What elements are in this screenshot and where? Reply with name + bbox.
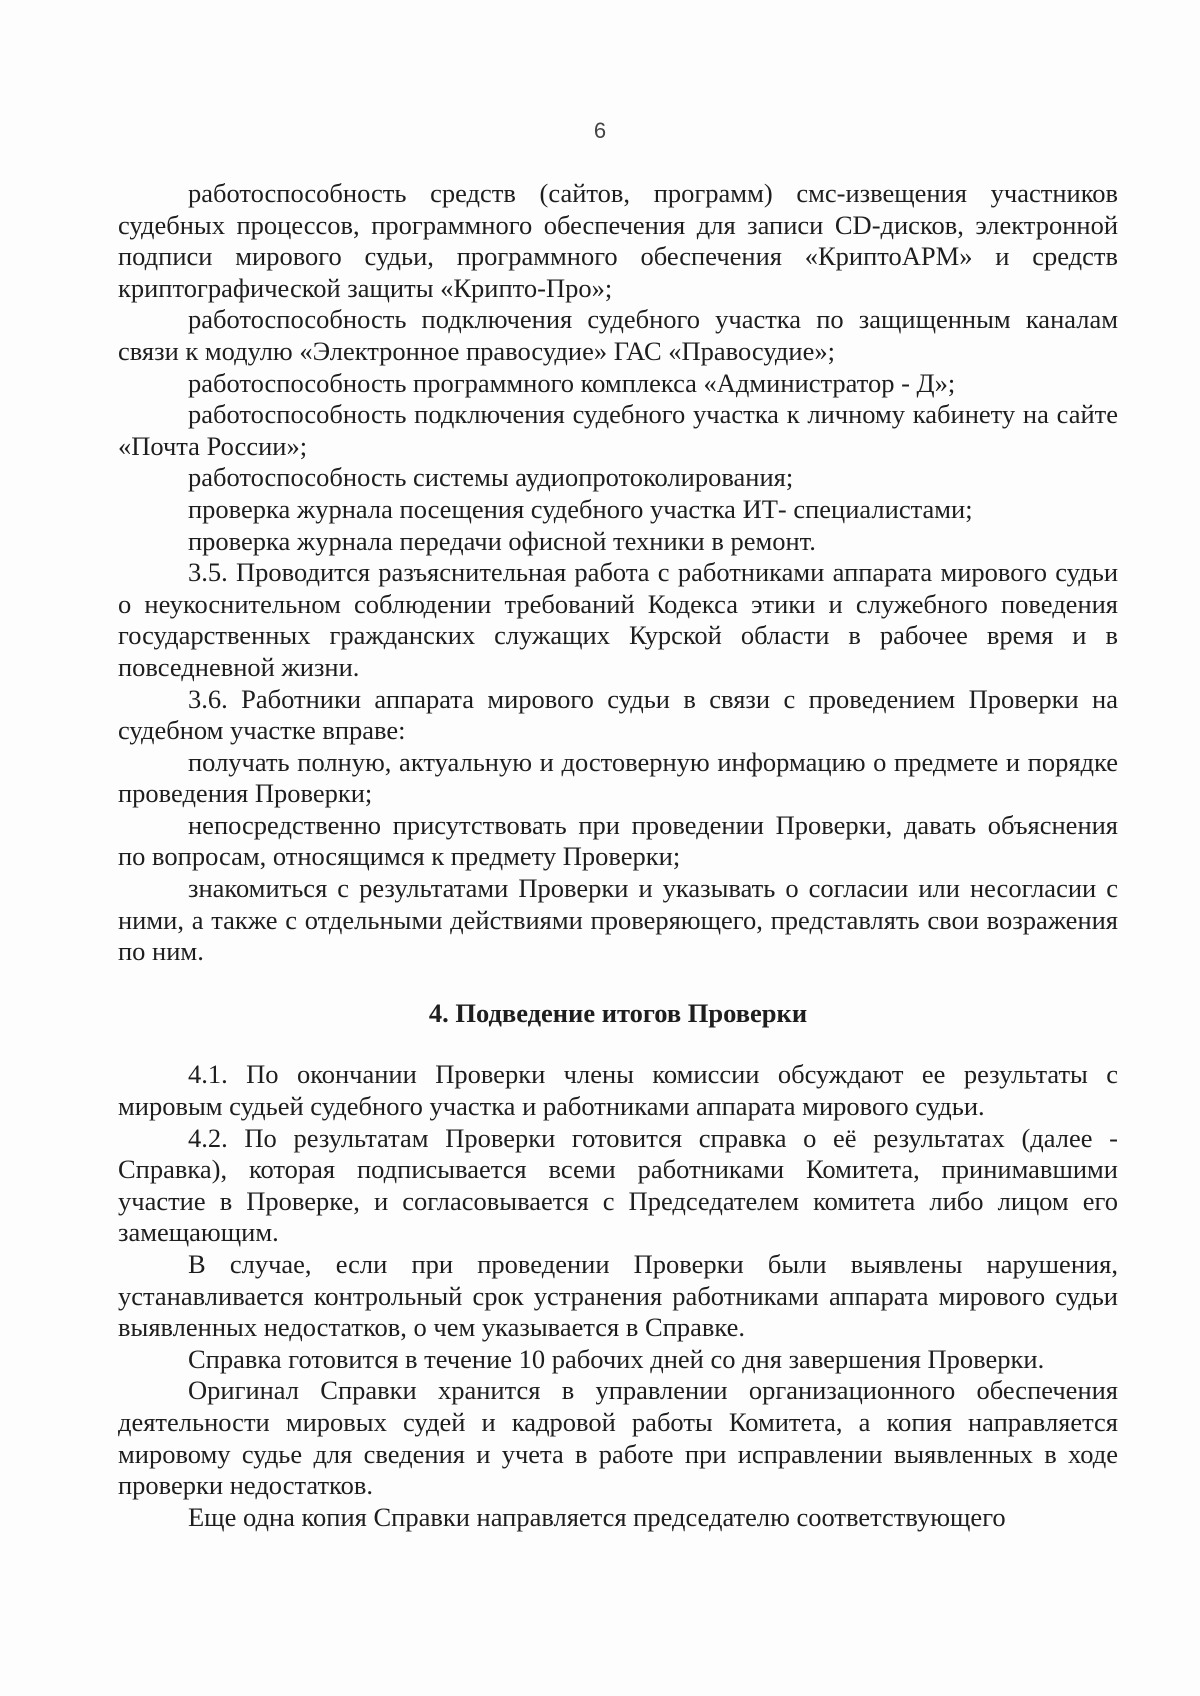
paragraph: знакомиться с результатами Проверки и указывать о согласии или несогласии с ними, а также с отдельными действиями проверяющего, представлять свои возражения по ним. — [118, 873, 1118, 967]
paragraph: работоспособность программного комплекса «Администратор - Д»; — [188, 367, 956, 398]
paragraph: работоспособность системы аудиопротоколирования; — [188, 462, 794, 493]
paragraph: непосредственно присутствовать при проведении Проверки, давать объяснения по вопросам, относящимся к предмету Проверки; — [118, 809, 1118, 872]
paragraph: Еще одна копия Справки направляется председателю соответствующего — [188, 1501, 1006, 1532]
paragraph: проверка журнала посещения судебного участка ИТ- специалистами; — [188, 493, 973, 524]
document-body — [118, 178, 1118, 1533]
paragraph-4-1: 4.1. По окончании Проверки члены комиссии обсуждают ее результаты с мировым судьей судебного участка и работниками аппарата мирового судьи. — [118, 1059, 1118, 1122]
paragraph: работоспособность средств (сайтов, программ) смс-извещения участников судебных процессов, программного обеспечения для записи CD-дисков, электронной подписи мирового судьи, программного обеспечения «КриптоАРМ» и средств криптографической защиты «Крипто-Про»; — [118, 178, 1118, 303]
paragraph: получать полную, актуальную и достоверную информацию о предмете и порядке проведения Проверки; — [118, 746, 1118, 809]
paragraph: работоспособность подключения судебного участка по защищенным каналам связи к модулю «Электронное правосудие» ГАС «Правосудие»; — [118, 304, 1118, 366]
section-heading: 4. Подведение итогов Проверки — [428, 997, 808, 1028]
paragraph: В случае, если при проведении Проверки были выявлены нарушения, устанавливается контрольный срок устранения работниками аппарата мирового судьи выявленных недостатков, о чем указывается в Справке. — [118, 1249, 1118, 1343]
page-number: 6 — [593, 118, 607, 143]
paragraph-3-6: 3.6. Работники аппарата мирового судьи в связи с проведением Проверки на судебном участке вправе: — [118, 683, 1118, 746]
paragraph: проверка журнала передачи офисной техники в ремонт. — [188, 525, 816, 556]
paragraph: работоспособность подключения судебного участка к личному кабинету на сайте «Почта России»; — [118, 399, 1118, 461]
paragraph-4-2: 4.2. По результатам Проверки готовится справка о её результатах (далее - Справка), которая подписывается всеми работниками Комитета, принимавшими участие в Проверке, и согласовывается с Председателем комитета либо лицом его замещающим. — [118, 1122, 1118, 1248]
paragraph-3-5: 3.5. Проводится разъяснительная работа с работниками аппарата мирового судьи о неукоснительном соблюдении требований Кодекса этики и служебного поведения государственных гражданских служащих Курской области в рабочее время и в повседневной жизни. — [118, 557, 1118, 682]
paragraph: Справка готовится в течение 10 рабочих дней со дня завершения Проверки. — [188, 1343, 1045, 1374]
paragraph: Оригинал Справки хранится в управлении организационного обеспечения деятельности мировых судей и кадровой работы Комитета, а копия направляется мировому судье для сведения и учета в работе при исправлении выявленных в ходе проверки недостатков. — [118, 1375, 1118, 1501]
